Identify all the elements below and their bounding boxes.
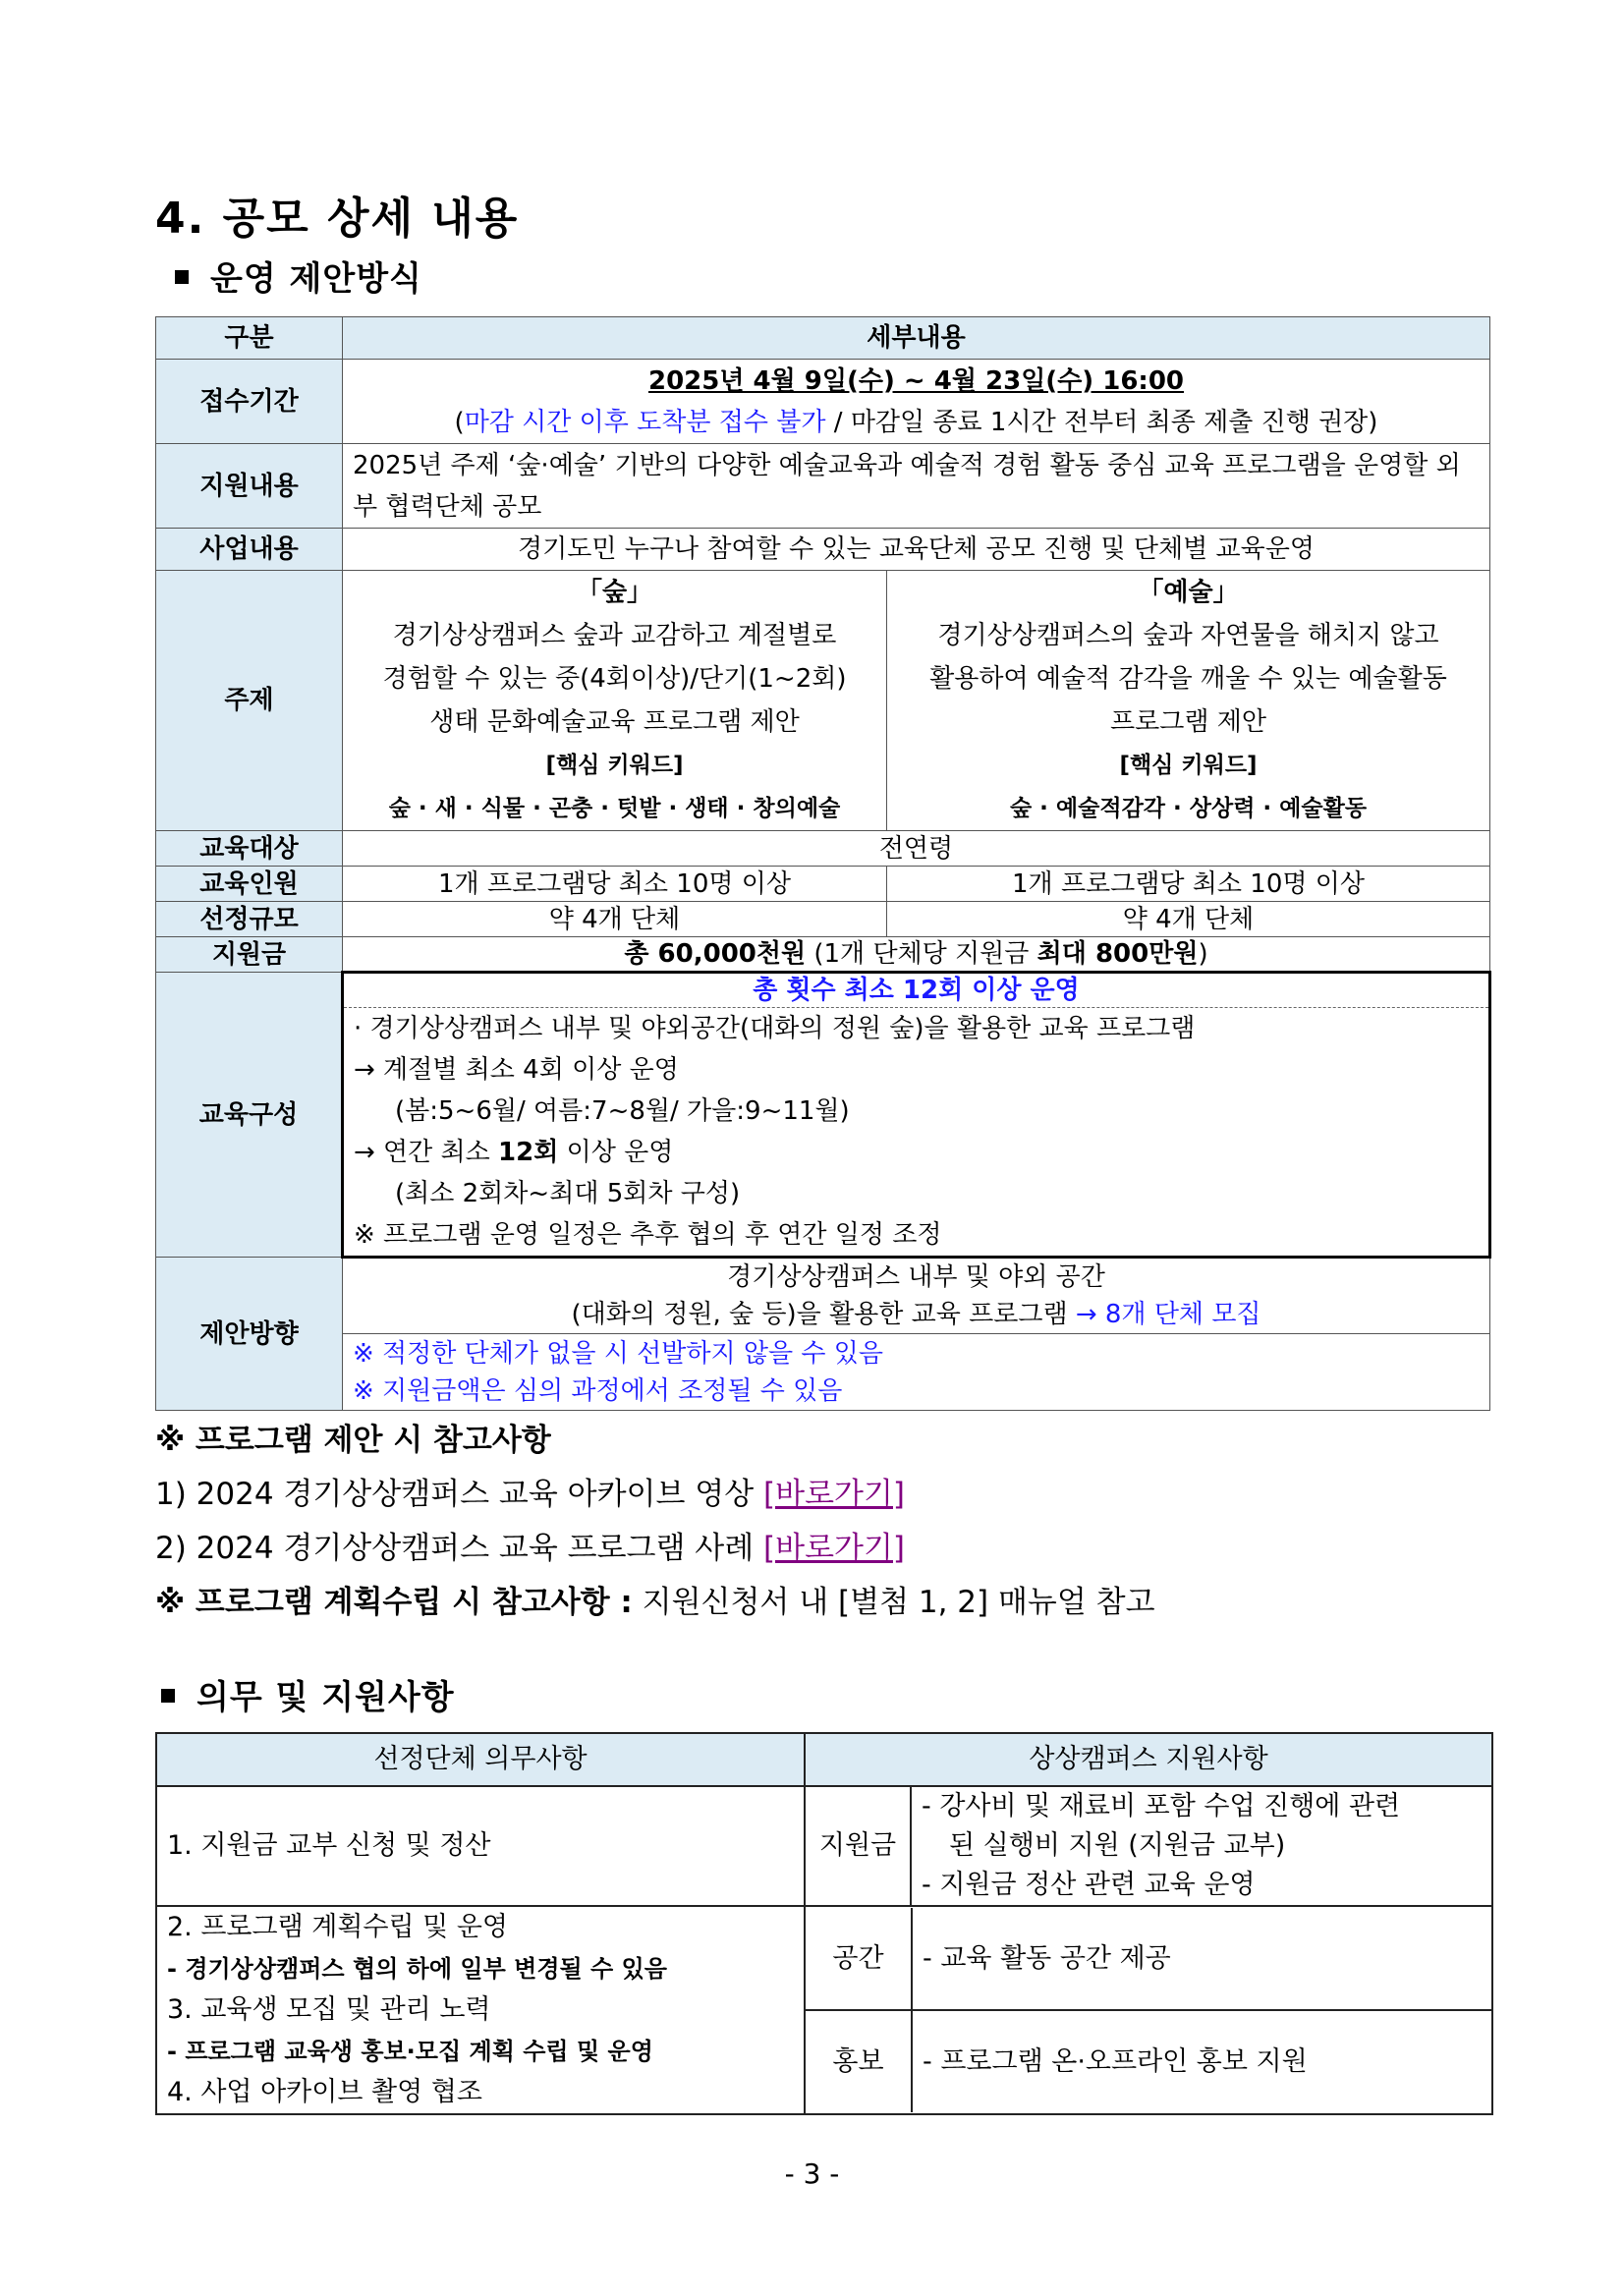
support-space-text: - 교육 활동 공간 제공 [912,1908,1491,2010]
edu-line: ※ 프로그램 운영 일정은 추후 협의 후 연간 일정 조정 [354,1220,942,1250]
plan-reference: ※ 프로그램 계획수립 시 참고사항 : 지원신청서 내 [별첨 1, 2] 매뉴얼 참고 [155,1585,1155,1620]
support-promo-text: - 프로그램 온·오프라인 홍보 지원 [923,2045,1308,2077]
duty-1: 1. 지원금 교부 신청 및 정산 [156,1786,805,1906]
archive-video-link[interactable]: [바로가기] [763,1477,906,1512]
edu-line: · 경기상상캠퍼스 내부 및 야외공간(대화의 정원 숲)을 활용한 교육 프로그램 [354,1014,1196,1043]
proposal-label: 제안방향 [156,1258,343,1411]
theme-forest-cell [343,571,887,831]
edu-label: 교육구성 [156,973,343,1258]
proposal-line: 경기상상캠퍼스 내부 및 야외 공간 [727,1262,1105,1292]
project-text: 경기도민 누구나 참여할 수 있는 교육단체 공모 진행 및 단체별 교육운영 [343,529,1490,571]
square-bullet-icon [175,270,189,284]
period-cell [343,360,1490,444]
period-main: 2025년 4월 9일(수) ~ 4월 23일(수) 16:00 [647,365,1185,396]
theme-label: 주제 [156,571,343,831]
edu-composition-cell [343,973,1490,1258]
edu-line: → 연간 최소 12회 이상 운영 [354,1138,674,1167]
fund-label: 지원금 [156,937,343,973]
duty-2-sub: - 경기상상캠퍼스 협의 하에 일부 변경될 수 있음 [167,1955,667,1983]
support-fund-line: - 강사비 및 재료비 포함 수업 진행에 관련 [922,1791,1401,1821]
duty-3: 3. 교육생 모집 및 관리 노력 [167,1994,491,2025]
operation-table [155,316,1491,1411]
edu-line: (봄:5~6월/ 여름:7~8월/ 가을:9~11월) [395,1096,850,1126]
duties-2-4 [156,1906,805,2114]
support-subtable [806,1908,1491,2112]
duty-3-sub: - 프로그램 교육생 홍보·모집 계획 수립 및 운영 [167,2038,653,2065]
subsection-heading-operation: 운영 제안방식 [175,252,422,300]
scale-label: 선정규모 [156,902,343,937]
target-text: 전연령 [343,831,1490,867]
theme-art-title: 「예술」 [1138,578,1239,607]
support-promo-label: 홍보 [806,2010,912,2112]
fund-text: 총 60,000천원 (1개 단체당 지원금 최대 800만원) [343,937,1490,973]
proposal-notes [343,1334,1490,1411]
edu-head: 총 횟수 최소 12회 이상 운영 [344,974,1488,1008]
support-fund-line: 된 실행비 지원 (지원금 교부) [949,1830,1286,1861]
edu-line: (최소 2회차~최대 5회차 구성) [395,1179,741,1208]
support-header: 상상캠퍼스 지원사항 [805,1733,1492,1786]
duties-header: 선정단체 의무사항 [156,1733,805,1786]
project-label: 사업내용 [156,529,343,571]
section-heading: 4. 공모 상세 내용 [155,194,520,244]
support-space-promo [805,1906,1492,2114]
people-label: 교육인원 [156,867,343,902]
col-label-header: 구분 [156,317,343,360]
scale-art: 약 4개 단체 [887,902,1490,937]
support-fund-label: 지원금 [805,1786,911,1906]
support-space-label: 공간 [806,1908,912,2010]
reference-item-2: 2) 2024 경기상상캠퍼스 교육 프로그램 사례 [바로가기] [155,1531,906,1566]
edu-line: → 계절별 최소 4회 이상 운영 [354,1055,679,1085]
theme-art-keyword-label: [핵심 키워드] [1119,753,1258,778]
target-label: 교육대상 [156,831,343,867]
theme-forest-line: 경기상상캠퍼스 숲과 교감하고 계절별로 [392,621,837,650]
theme-forest-keyword-label: [핵심 키워드] [545,753,684,778]
duties-table [155,1732,1493,2115]
proposal-note: ※ 적정한 단체가 없을 시 선발하지 않을 수 있음 [353,1338,883,1369]
period-label: 접수기간 [156,360,343,444]
subsection-heading-duties: 의무 및 지원사항 [161,1670,455,1718]
people-forest: 1개 프로그램당 최소 10명 이상 [343,867,887,902]
reference-title: ※ 프로그램 제안 시 참고사항 [155,1423,551,1458]
theme-forest-keywords: 숲 · 새 · 식물 · 곤충 · 텃밭 · 생태 · 창의예술 [388,796,841,821]
duty-2: 2. 프로그램 계획수립 및 운영 [167,1912,508,1942]
proposal-note: ※ 지원금액은 심의 과정에서 조정될 수 있음 [353,1375,843,1406]
period-note: (마감 시간 이후 도착분 접수 불가 / 마감일 종료 1시간 전부터 최종 제출 진행 권장) [454,407,1378,437]
theme-forest-line: 경험할 수 있는 중(4회이상)/단기(1~2회) [382,664,847,694]
page-number: - 3 - [784,2157,840,2190]
theme-art-line: 활용하여 예술적 감각을 깨울 수 있는 예술활동 [929,664,1447,694]
proposal-line: (대화의 정원, 숲 등)을 활용한 교육 프로그램 → 8개 단체 모집 [571,1300,1261,1329]
proposal-cell [343,1258,1490,1334]
square-bullet-icon [161,1689,175,1703]
theme-art-line: 경기상상캠퍼스의 숲과 자연물을 해치지 않고 [937,621,1439,650]
support-text: 2025년 주제 ‘숲·예술’ 기반의 다양한 예술교육과 예술적 경험 활동 중심 교육 프로그램을 운영할 외부 협력단체 공모 [343,444,1490,529]
support-label: 지원내용 [156,444,343,529]
theme-art-keywords: 숲 · 예술적감각 · 상상력 · 예술활동 [1009,796,1368,821]
people-art: 1개 프로그램당 최소 10명 이상 [887,867,1490,902]
scale-forest: 약 4개 단체 [343,902,887,937]
support-fund-line: - 지원금 정산 관련 교육 운영 [922,1870,1256,1900]
theme-art-cell [887,571,1490,831]
theme-art-line: 프로그램 제안 [1110,707,1266,737]
program-case-link[interactable]: [바로가기] [763,1531,906,1566]
duty-4: 4. 사업 아카이브 촬영 협조 [167,2077,482,2107]
col-detail-header: 세부내용 [343,317,1490,360]
theme-forest-line: 생태 문화예술교육 프로그램 제안 [429,707,800,737]
reference-item-1: 1) 2024 경기상상캠퍼스 교육 아카이브 영상 [바로가기] [155,1477,906,1512]
support-fund-cell [911,1786,1492,1906]
theme-forest-title: 「숲」 [576,578,653,607]
